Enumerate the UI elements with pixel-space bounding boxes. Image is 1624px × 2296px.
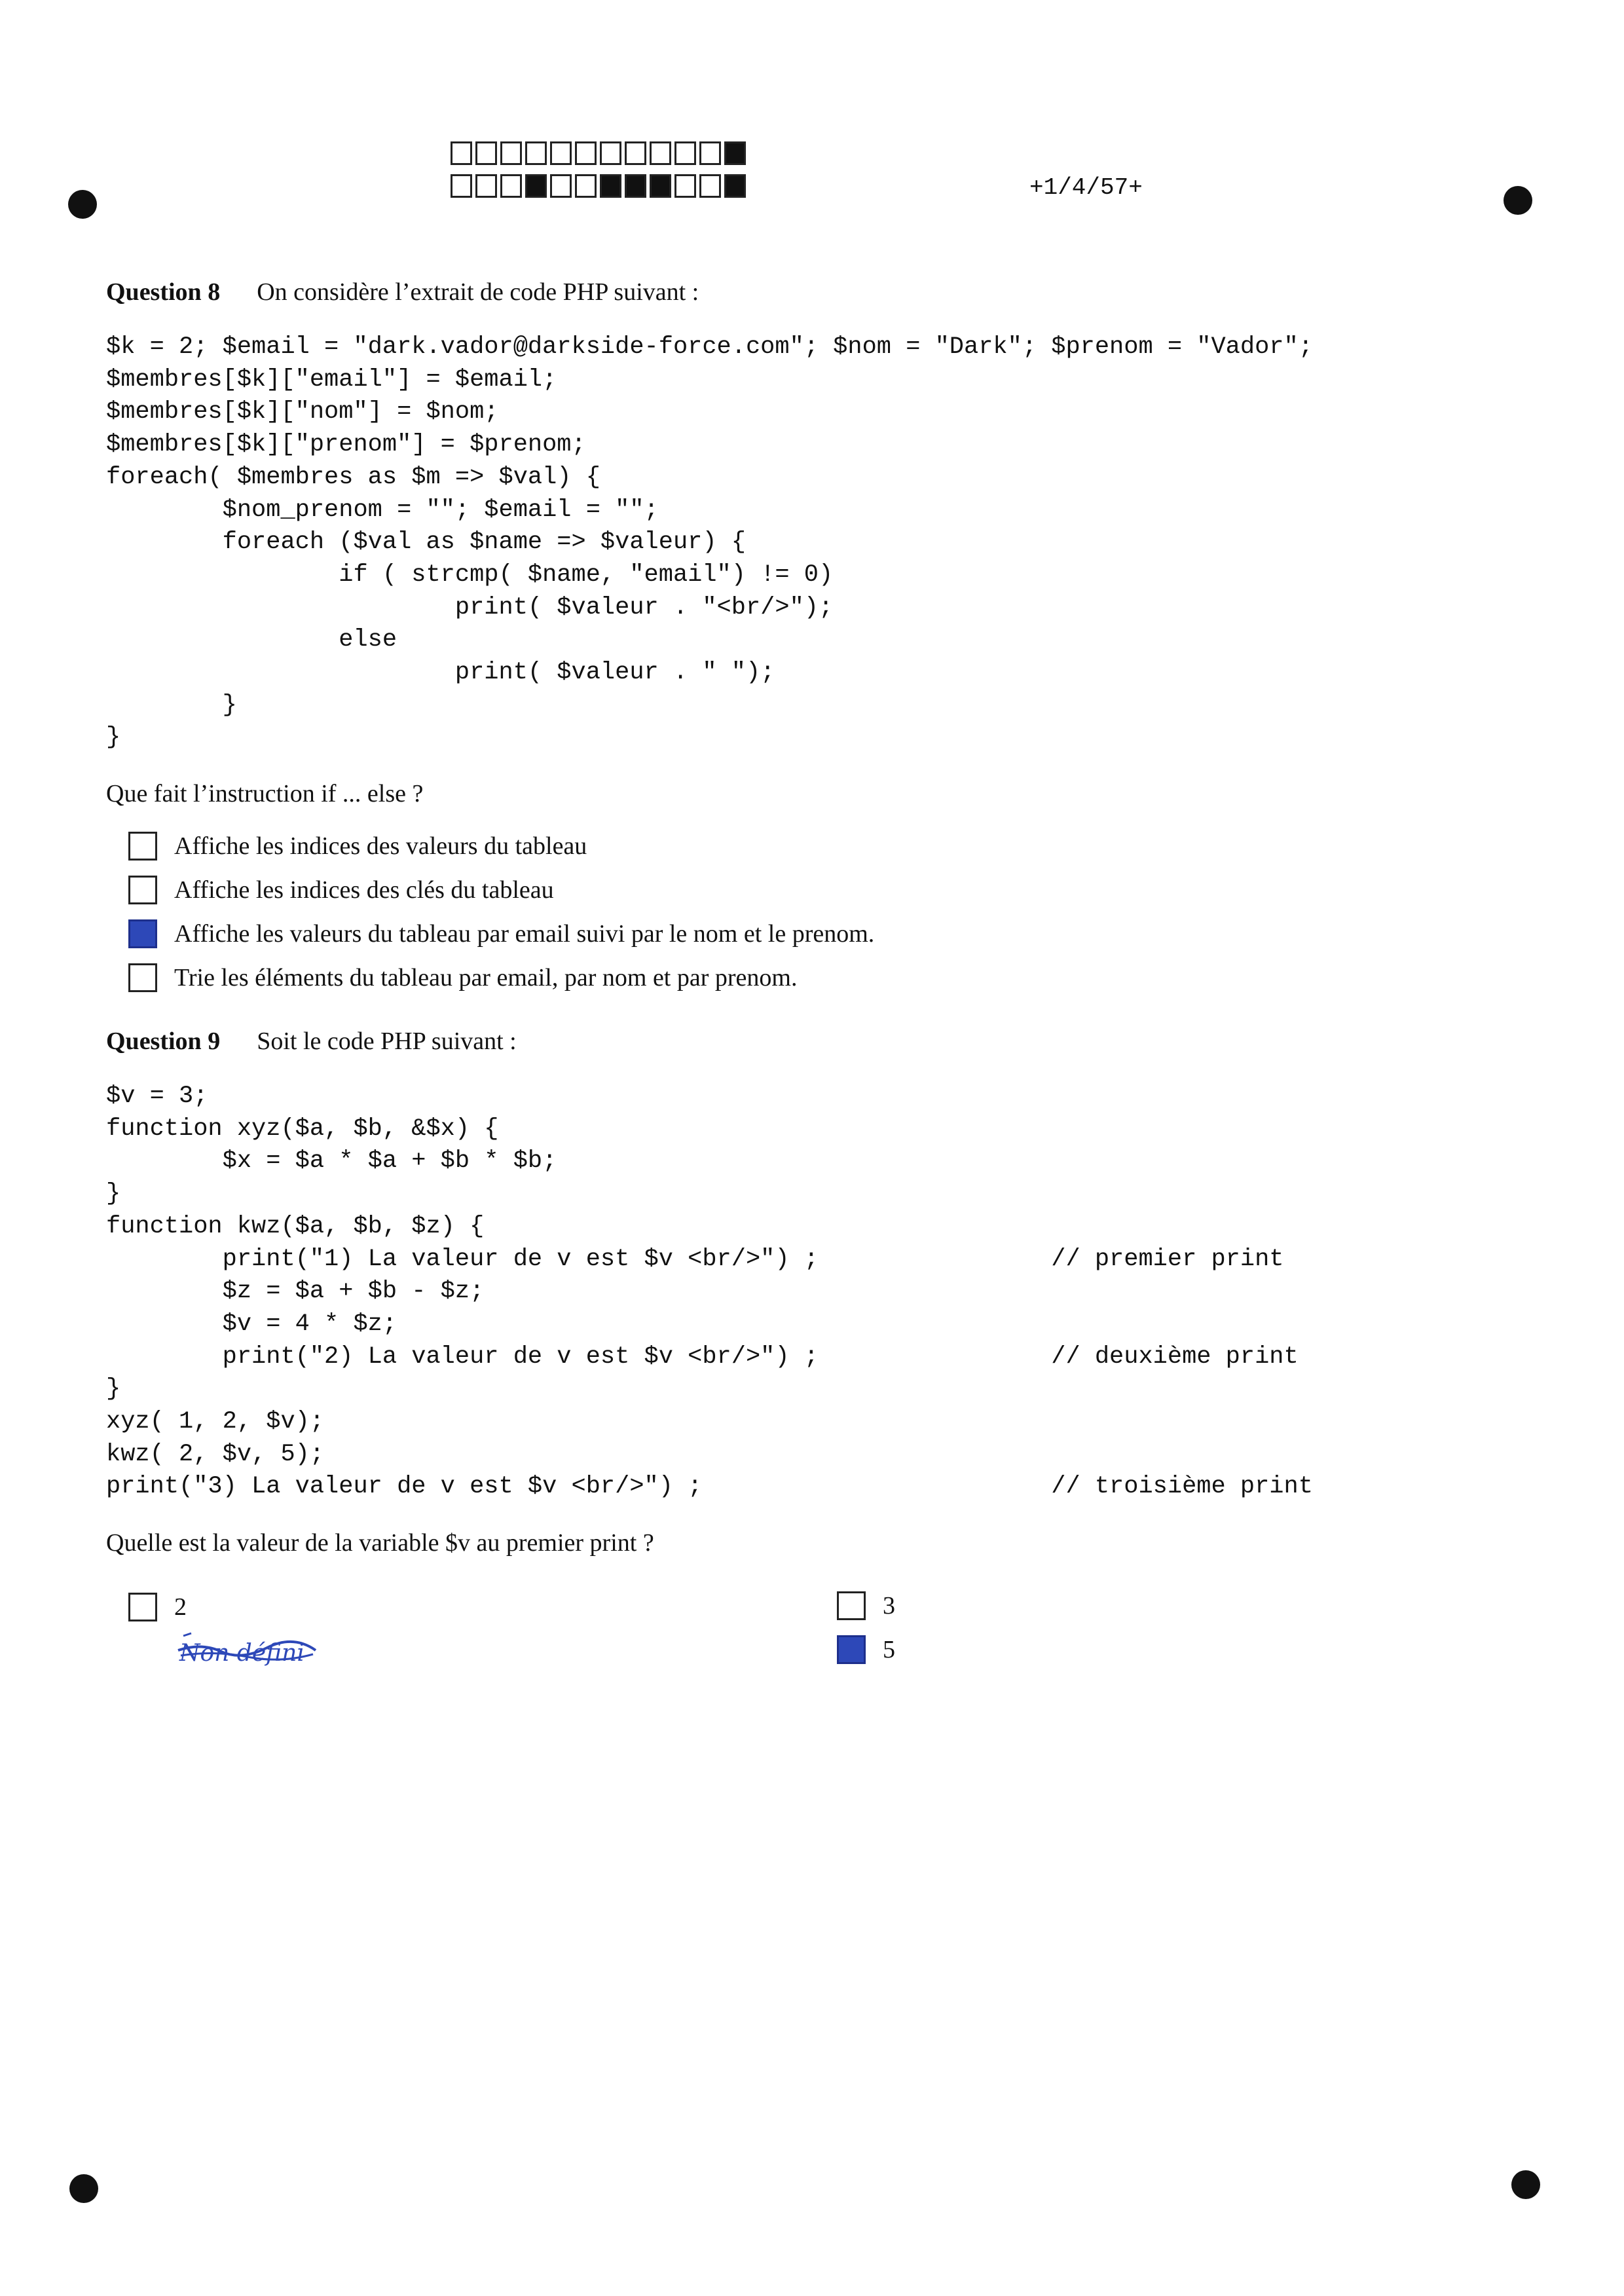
- id-box: [451, 174, 472, 198]
- question-8-label: Question 8: [106, 278, 221, 306]
- id-box: [550, 141, 572, 165]
- q8-option-1[interactable]: [128, 832, 587, 861]
- id-box: [550, 174, 572, 198]
- q9-option-1-label: 2: [174, 1593, 187, 1621]
- id-box: [451, 141, 472, 165]
- id-box: [600, 141, 621, 165]
- q9-option-3[interactable]: [837, 1635, 895, 1664]
- id-box: [699, 174, 721, 198]
- registration-mark-bottom-left: [69, 2174, 98, 2203]
- id-boxes-row-2: [451, 174, 749, 198]
- question-8-intro: On considère l’extrait de code PHP suivant :: [257, 278, 699, 306]
- id-box: [575, 174, 597, 198]
- q9-option-1[interactable]: [128, 1593, 187, 1621]
- id-box: [650, 174, 671, 198]
- question-9-intro: Soit le code PHP suivant :: [257, 1028, 517, 1055]
- q8-option-1-label: Affiche les indices des valeurs du tableau: [174, 832, 587, 860]
- id-box: [475, 174, 497, 198]
- id-box: [625, 141, 646, 165]
- registration-mark-top-left: [68, 190, 97, 219]
- id-box: [724, 174, 746, 198]
- id-box: [500, 141, 522, 165]
- q8-option-3-checkbox[interactable]: [128, 919, 157, 948]
- q9-option-2-label: 3: [883, 1592, 895, 1620]
- q9-option-3-checkbox[interactable]: [837, 1635, 866, 1664]
- question-8-prompt: Que fait l’instruction if ... else ?: [106, 780, 424, 807]
- q8-option-2[interactable]: [128, 876, 554, 904]
- id-boxes-row-1: [451, 141, 749, 165]
- question-9-code: $v = 3; function xyz($a, $b, &$x) { $x = $a * $a + $b * $b; } function kwz($a, $b, $z) { print("1) La valeur de v est $v <br/>") ; // premier print $z = $a + $b - $z; $v = 4 * $z; print("2) La valeur de v est $v <br/>") ; // deuxième print } xyz( 1, 2, $v); kwz( 2, $v, 5); print("3) La valeur de v est $v <br/>") ; // troisième print: [106, 1083, 1313, 1501]
- registration-mark-bottom-right: [1511, 2170, 1540, 2199]
- id-box: [600, 174, 621, 198]
- q8-option-2-checkbox[interactable]: [128, 876, 157, 904]
- id-box: [699, 141, 721, 165]
- question-8-code: $k = 2; $email = "dark.vador@darkside-force.com"; $nom = "Dark"; $prenom = "Vador"; $membres[$k]["email"] = $email; $membres[$k]["nom"] = $nom; $membres[$k]["prenom"] = $prenom; foreach( $membres as $m => $val) { $nom_prenom = ""; $email = ""; foreach ($val as $name => $valeur) { if ( strcmp( $name, "email") != 0) print( $valeur . "<br/>"); else print( $valeur . " "); } }: [106, 333, 1313, 752]
- registration-mark-top-right: [1504, 186, 1532, 215]
- handwritten-note-text: Non défini: [179, 1640, 304, 1667]
- q8-option-1-checkbox[interactable]: [128, 832, 157, 861]
- id-box: [650, 141, 671, 165]
- handwritten-crossed-note: [175, 1631, 320, 1673]
- id-box: [724, 141, 746, 165]
- question-9-prompt: Quelle est la valeur de la variable $v au premier print ?: [106, 1529, 654, 1557]
- id-box: [575, 141, 597, 165]
- q9-option-1-checkbox[interactable]: [128, 1593, 157, 1621]
- q8-option-3[interactable]: [128, 919, 874, 948]
- q9-option-2[interactable]: [837, 1591, 895, 1620]
- id-box: [525, 141, 547, 165]
- page-identifier: +1/4/57+: [1029, 174, 1143, 201]
- q8-option-3-label: Affiche les valeurs du tableau par email suivi par le nom et le prenom.: [174, 920, 875, 948]
- question-9-header: [106, 1027, 517, 1056]
- id-box: [625, 174, 646, 198]
- q8-option-4-label: Trie les éléments du tableau par email, par nom et par prenom.: [174, 964, 798, 991]
- q9-option-3-label: 5: [883, 1636, 895, 1663]
- question-8-header: [106, 278, 699, 306]
- id-box: [674, 141, 696, 165]
- id-box: [500, 174, 522, 198]
- q9-option-2-checkbox[interactable]: [837, 1591, 866, 1620]
- id-box: [525, 174, 547, 198]
- q8-option-2-label: Affiche les indices des clés du tableau: [174, 876, 554, 904]
- id-box: [475, 141, 497, 165]
- id-box: [674, 174, 696, 198]
- q8-option-4-checkbox[interactable]: [128, 963, 157, 992]
- question-9-label: Question 9: [106, 1028, 221, 1055]
- q8-option-4[interactable]: [128, 963, 797, 992]
